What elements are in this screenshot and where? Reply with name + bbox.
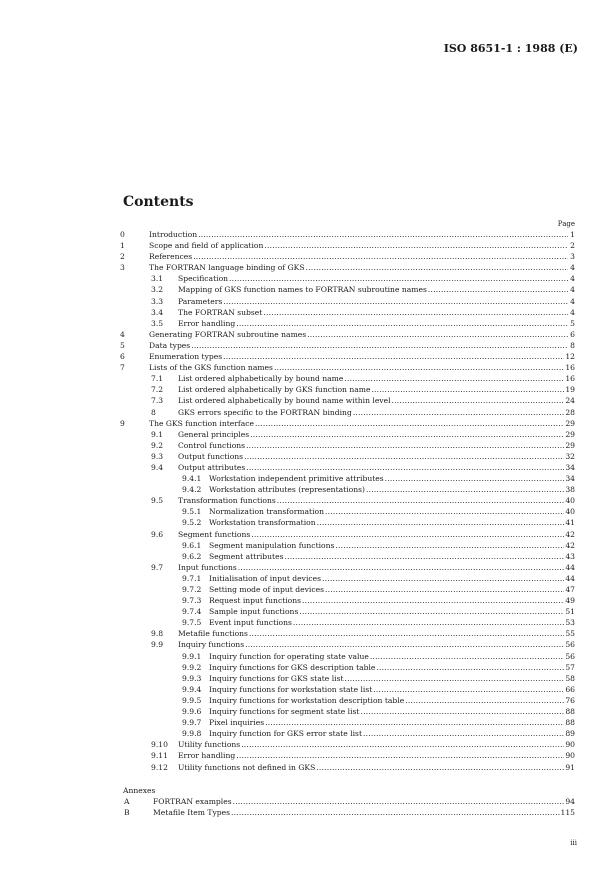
dot-leader — [302, 595, 564, 606]
dot-leader — [244, 451, 564, 462]
toc-entry-title: Inquiry function for operating state value — [209, 651, 369, 661]
annexes-list — [120, 796, 575, 818]
page-number: iii — [570, 839, 577, 847]
toc-entry-page: 24 — [565, 396, 575, 406]
dot-leader — [316, 762, 564, 773]
toc-entry-number: 9.5 — [151, 496, 164, 506]
toc-entry-title: The FORTRAN subset — [178, 307, 263, 317]
toc-entry[interactable] — [120, 240, 575, 251]
dot-leader — [249, 628, 564, 639]
dot-leader — [193, 251, 568, 262]
toc-entry-page: 16 — [565, 363, 575, 373]
toc-entry[interactable] — [120, 551, 575, 562]
toc-entry-title: Input functions — [178, 562, 237, 572]
toc-entry-number: 3.1 — [151, 274, 164, 284]
toc-entry-title: The GKS function interface — [149, 418, 254, 428]
dot-leader — [405, 695, 564, 706]
toc-entry-page: 40 — [565, 507, 575, 517]
dot-leader — [263, 307, 568, 318]
dot-leader — [236, 318, 568, 329]
page-column-label: Page — [557, 220, 575, 228]
dot-leader — [251, 529, 564, 540]
table-of-contents — [120, 229, 575, 773]
toc-entry-page: 4 — [570, 296, 575, 306]
toc-entry-number: 1 — [120, 241, 125, 251]
toc-entry[interactable] — [120, 262, 575, 273]
toc-entry[interactable] — [120, 340, 575, 351]
dot-leader — [363, 728, 564, 739]
toc-entry-page: 34 — [565, 462, 575, 472]
toc-entry-page: 90 — [565, 740, 575, 750]
dot-leader — [223, 351, 564, 362]
toc-entry-page: 4 — [570, 274, 575, 284]
toc-entry-title: Workstation independent primitive attributes — [209, 474, 384, 484]
dot-leader — [306, 262, 568, 273]
dot-leader — [428, 284, 568, 295]
toc-entry-number: 9.7 — [151, 562, 164, 572]
toc-entry-page: 56 — [565, 651, 575, 661]
toc-entry-number: 9.9.7 — [182, 718, 202, 728]
toc-entry[interactable] — [120, 407, 575, 418]
toc-entry-title: Request input functions — [209, 596, 302, 606]
toc-entry[interactable] — [120, 329, 575, 340]
toc-entry-page: 2 — [570, 241, 575, 251]
annexes-heading: Annexes — [123, 786, 156, 795]
toc-entry[interactable] — [120, 229, 575, 240]
dot-leader — [246, 440, 564, 451]
dot-leader — [325, 584, 564, 595]
toc-entry[interactable] — [120, 606, 575, 617]
toc-entry-title: Metafile Item Types — [153, 808, 231, 818]
toc-entry[interactable] — [120, 662, 575, 673]
dot-leader — [246, 462, 564, 473]
toc-entry-title: List ordered alphabetically by bound name — [178, 374, 344, 384]
toc-entry-number: 9.9.3 — [182, 673, 202, 683]
dot-leader — [370, 651, 564, 662]
toc-entry-number: 0 — [120, 230, 125, 239]
toc-entry-title: Error handling — [178, 751, 236, 761]
toc-entry-number: 9.8 — [151, 629, 164, 639]
toc-entry-page: 8 — [570, 340, 575, 350]
toc-entry-number: 9.7.3 — [182, 596, 202, 606]
toc-entry[interactable] — [120, 273, 575, 284]
toc-entry-title: Control functions — [178, 440, 246, 450]
toc-entry[interactable] — [120, 506, 575, 517]
toc-entry-number: 7.2 — [151, 385, 164, 395]
toc-entry-number: 9.12 — [151, 762, 168, 772]
toc-entry-number: 7 — [120, 363, 125, 373]
toc-entry-title: Inquiry functions for GKS description table — [209, 662, 376, 672]
toc-entry-page: 42 — [565, 529, 575, 539]
toc-entry[interactable] — [120, 473, 575, 484]
toc-entry-title: Sample input functions — [209, 607, 299, 617]
toc-entry[interactable] — [120, 639, 575, 650]
toc-entry-number: 3 — [120, 263, 125, 273]
toc-entry-page: 16 — [565, 374, 575, 384]
toc-entry[interactable] — [120, 384, 575, 395]
toc-entry-number: 9.7.2 — [182, 585, 202, 594]
toc-entry-page: 53 — [565, 618, 575, 628]
toc-entry[interactable] — [120, 296, 575, 307]
dot-leader — [233, 796, 565, 807]
toc-entry-number: 9.7.4 — [182, 607, 202, 617]
toc-entry-number: 9.7.5 — [182, 618, 202, 628]
toc-entry-title: Specification — [178, 274, 229, 284]
toc-entry[interactable] — [120, 796, 575, 807]
toc-entry-title: Scope and field of application — [149, 241, 264, 251]
dot-leader — [307, 329, 568, 340]
dot-leader — [198, 229, 568, 240]
toc-entry-number: 9.9.2 — [182, 662, 202, 672]
toc-entry-page: 28 — [565, 407, 575, 417]
toc-entry-title: Segment attributes — [209, 551, 284, 561]
toc-entry-title: Inquiry functions for segment state list — [209, 707, 360, 717]
toc-entry-number: 7.3 — [151, 396, 164, 406]
dot-leader — [274, 362, 564, 373]
toc-entry-page: 91 — [565, 762, 575, 772]
toc-entry[interactable] — [120, 307, 575, 318]
dot-leader — [360, 706, 564, 717]
toc-entry[interactable] — [120, 351, 575, 362]
toc-entry[interactable] — [120, 617, 575, 628]
toc-entry[interactable] — [120, 440, 575, 451]
toc-entry-number: 9.1 — [151, 429, 164, 439]
toc-entry-page: 29 — [565, 418, 575, 428]
toc-entry-title: General principles — [178, 429, 250, 439]
toc-entry-number: 9.11 — [151, 751, 168, 761]
toc-entry-number: 8 — [151, 407, 156, 417]
toc-entry-title: Workstation transformation — [209, 518, 316, 528]
toc-entry-number: 7.1 — [151, 374, 164, 384]
dot-leader — [245, 639, 564, 650]
toc-entry-number: 9 — [120, 418, 125, 428]
document-id-header: ISO 8651-1 : 1988 (E) — [443, 42, 578, 55]
toc-entry-title: References — [149, 252, 193, 262]
toc-entry[interactable] — [120, 562, 575, 573]
toc-entry-number: 9.9.8 — [182, 729, 202, 739]
toc-entry-number: 9.6.2 — [182, 551, 202, 561]
toc-entry-number: 9.3 — [151, 451, 164, 461]
dot-leader — [265, 717, 564, 728]
toc-entry-number: 5 — [120, 340, 125, 350]
toc-entry-page: 4 — [570, 285, 575, 295]
toc-entry-title: Lists of the GKS function names — [149, 363, 273, 373]
toc-entry-number: B — [124, 808, 130, 818]
toc-entry-page: 58 — [565, 673, 575, 683]
toc-entry-title: FORTRAN examples — [153, 797, 232, 806]
toc-entry-title: Event input functions — [209, 618, 292, 628]
toc-entry[interactable] — [120, 284, 575, 295]
dot-leader — [392, 395, 565, 406]
toc-entry-title: Inquiry functions — [178, 640, 245, 650]
toc-entry-title: Segment manipulation functions — [209, 540, 335, 550]
toc-entry[interactable] — [120, 462, 575, 473]
toc-entry[interactable] — [120, 529, 575, 540]
toc-entry-title: Pixel inquiries — [209, 718, 265, 728]
dot-leader — [385, 473, 565, 484]
toc-entry-title: Inquiry functions for GKS state list — [209, 673, 344, 683]
toc-entry-number: 4 — [120, 329, 125, 339]
toc-entry-title: Metafile functions — [178, 629, 248, 639]
toc-entry-page: 43 — [565, 551, 575, 561]
toc-entry-number: 9.6 — [151, 529, 164, 539]
toc-entry-number: 9.4.2 — [182, 485, 202, 495]
toc-entry[interactable] — [120, 739, 575, 750]
toc-entry-title: Initialisation of input devices — [209, 573, 322, 583]
toc-entry-title: Segment functions — [178, 529, 251, 539]
toc-entry-title: Utility functions — [178, 740, 241, 750]
toc-entry-title: GKS errors specific to the FORTRAN binding — [178, 407, 352, 417]
toc-entry[interactable] — [120, 595, 575, 606]
toc-entry-title: Enumeration types — [149, 352, 223, 362]
toc-entry[interactable] — [120, 750, 575, 761]
dot-leader — [344, 373, 564, 384]
toc-entry-page: 1 — [570, 230, 575, 239]
toc-entry-number: 9.9.1 — [182, 651, 202, 661]
toc-entry-number: 3.3 — [151, 296, 164, 306]
dot-leader — [299, 606, 564, 617]
toc-entry-title: Normalization transformation — [209, 507, 324, 517]
dot-leader — [264, 240, 568, 251]
dot-leader — [238, 562, 565, 573]
toc-entry-number: 9.10 — [151, 740, 168, 750]
toc-entry-title: List ordered alphabetically by GKS function name — [178, 385, 371, 395]
toc-entry-title: Setting mode of input devices — [209, 585, 324, 594]
toc-entry-page: 66 — [565, 684, 575, 694]
toc-entry-number: 6 — [120, 352, 125, 362]
toc-entry-number: 3.4 — [151, 307, 164, 317]
toc-entry-title: The FORTRAN language binding of GKS — [149, 263, 305, 273]
toc-entry-page: 41 — [565, 518, 575, 528]
toc-entry-page: 56 — [565, 640, 575, 650]
toc-entry[interactable] — [120, 495, 575, 506]
toc-entry-number: A — [124, 797, 130, 806]
dot-leader — [335, 540, 564, 551]
toc-entry-title: Workstation attributes (representations) — [209, 485, 365, 495]
toc-entry-page: 38 — [565, 485, 575, 495]
toc-entry[interactable] — [120, 451, 575, 462]
toc-entry[interactable] — [120, 362, 575, 373]
dot-leader — [250, 429, 564, 440]
toc-entry[interactable] — [120, 728, 575, 739]
dot-leader — [293, 617, 564, 628]
toc-entry-page: 5 — [570, 318, 575, 328]
dot-leader — [366, 484, 564, 495]
toc-entry-title: Mapping of GKS function names to FORTRAN subroutine names — [178, 285, 427, 295]
toc-entry[interactable] — [120, 807, 575, 818]
toc-entry-number: 9.4 — [151, 462, 164, 472]
toc-entry-title: Inquiry functions for workstation state list — [209, 684, 373, 694]
toc-entry-page: 94 — [565, 797, 575, 806]
toc-entry[interactable] — [120, 517, 575, 528]
toc-entry-page: 76 — [565, 695, 575, 705]
toc-entry-page: 55 — [565, 629, 575, 639]
toc-entry-page: 90 — [565, 751, 575, 761]
toc-entry[interactable] — [120, 429, 575, 440]
toc-entry-number: 9.2 — [151, 440, 164, 450]
toc-entry-page: 51 — [565, 607, 575, 617]
toc-entry-number: 9.9 — [151, 640, 164, 650]
toc-entry[interactable] — [120, 573, 575, 584]
dot-leader — [317, 517, 565, 528]
toc-entry-page: 32 — [565, 451, 575, 461]
page-title: Contents — [123, 194, 194, 210]
dot-leader — [229, 273, 568, 284]
toc-entry[interactable] — [120, 373, 575, 384]
toc-entry-title: Introduction — [149, 230, 198, 239]
toc-entry-page: 12 — [565, 352, 575, 362]
dot-leader — [322, 573, 564, 584]
toc-entry-number: 3.2 — [151, 285, 164, 295]
toc-entry-page: 115 — [560, 808, 575, 818]
toc-entry-number: 9.5.2 — [182, 518, 202, 528]
toc-entry-number: 9.5.1 — [182, 507, 202, 517]
toc-entry[interactable] — [120, 762, 575, 773]
toc-entry-title: Data types — [149, 340, 191, 350]
toc-entry-page: 44 — [565, 573, 575, 583]
toc-entry-page: 29 — [565, 429, 575, 439]
toc-entry-title: Transformation functions — [178, 496, 276, 506]
toc-entry-title: Generating FORTRAN subroutine names — [149, 329, 307, 339]
toc-entry-title: Inquiry function for GKS error state list — [209, 729, 362, 739]
toc-entry[interactable] — [120, 418, 575, 429]
toc-entry-number: 9.9.4 — [182, 684, 202, 694]
toc-entry[interactable] — [120, 684, 575, 695]
dot-leader — [373, 684, 564, 695]
toc-entry[interactable] — [120, 706, 575, 717]
toc-entry-page: 47 — [565, 585, 575, 594]
toc-entry[interactable] — [120, 628, 575, 639]
toc-entry-title: Inquiry functions for workstation description table — [209, 695, 405, 705]
toc-entry-page: 6 — [570, 329, 575, 339]
dot-leader — [325, 506, 564, 517]
toc-entry[interactable] — [120, 395, 575, 406]
toc-entry[interactable] — [120, 251, 575, 262]
toc-entry-number: 9.9.6 — [182, 707, 202, 717]
dot-leader — [376, 662, 564, 673]
dot-leader — [231, 807, 559, 818]
toc-entry-title: Parameters — [178, 296, 223, 306]
toc-entry-page: 34 — [565, 474, 575, 484]
toc-entry-page: 88 — [565, 718, 575, 728]
toc-entry-title: List ordered alphabetically by bound name within level — [178, 396, 391, 406]
toc-entry[interactable] — [120, 695, 575, 706]
toc-entry-number: 9.9.5 — [182, 695, 202, 705]
toc-entry[interactable] — [120, 540, 575, 551]
toc-entry-page: 44 — [565, 562, 575, 572]
toc-entry-page: 3 — [570, 252, 575, 262]
toc-entry-page: 4 — [570, 263, 575, 273]
dot-leader — [191, 340, 568, 351]
toc-entry-title: Output functions — [178, 451, 244, 461]
dot-leader — [285, 551, 565, 562]
dot-leader — [236, 750, 564, 761]
toc-entry-number: 9.4.1 — [182, 474, 202, 484]
toc-entry[interactable] — [120, 651, 575, 662]
toc-entry-title: Error handling — [178, 318, 236, 328]
toc-entry[interactable] — [120, 318, 575, 329]
toc-entry-page: 42 — [565, 540, 575, 550]
toc-entry-page: 4 — [570, 307, 575, 317]
dot-leader — [345, 673, 565, 684]
toc-entry-page: 40 — [565, 496, 575, 506]
toc-entry[interactable] — [120, 717, 575, 728]
dot-leader — [223, 296, 568, 307]
toc-entry-page: 57 — [565, 662, 575, 672]
toc-entry-title: Utility functions not defined in GKS — [178, 762, 316, 772]
toc-entry[interactable] — [120, 584, 575, 595]
toc-entry-page: 19 — [565, 385, 575, 395]
dot-leader — [255, 418, 564, 429]
toc-entry-number: 3.5 — [151, 318, 164, 328]
toc-entry-number: 9.6.1 — [182, 540, 202, 550]
toc-entry-page: 88 — [565, 707, 575, 717]
dot-leader — [277, 495, 565, 506]
toc-entry[interactable] — [120, 673, 575, 684]
toc-entry-number: 2 — [120, 252, 125, 262]
dot-leader — [353, 407, 565, 418]
toc-entry-page: 49 — [565, 596, 575, 606]
toc-entry-number: 9.7.1 — [182, 573, 202, 583]
toc-entry-page: 89 — [565, 729, 575, 739]
dot-leader — [371, 384, 564, 395]
toc-entry-title: Output attributes — [178, 462, 246, 472]
toc-entry-page: 29 — [565, 440, 575, 450]
dot-leader — [241, 739, 564, 750]
toc-entry[interactable] — [120, 484, 575, 495]
